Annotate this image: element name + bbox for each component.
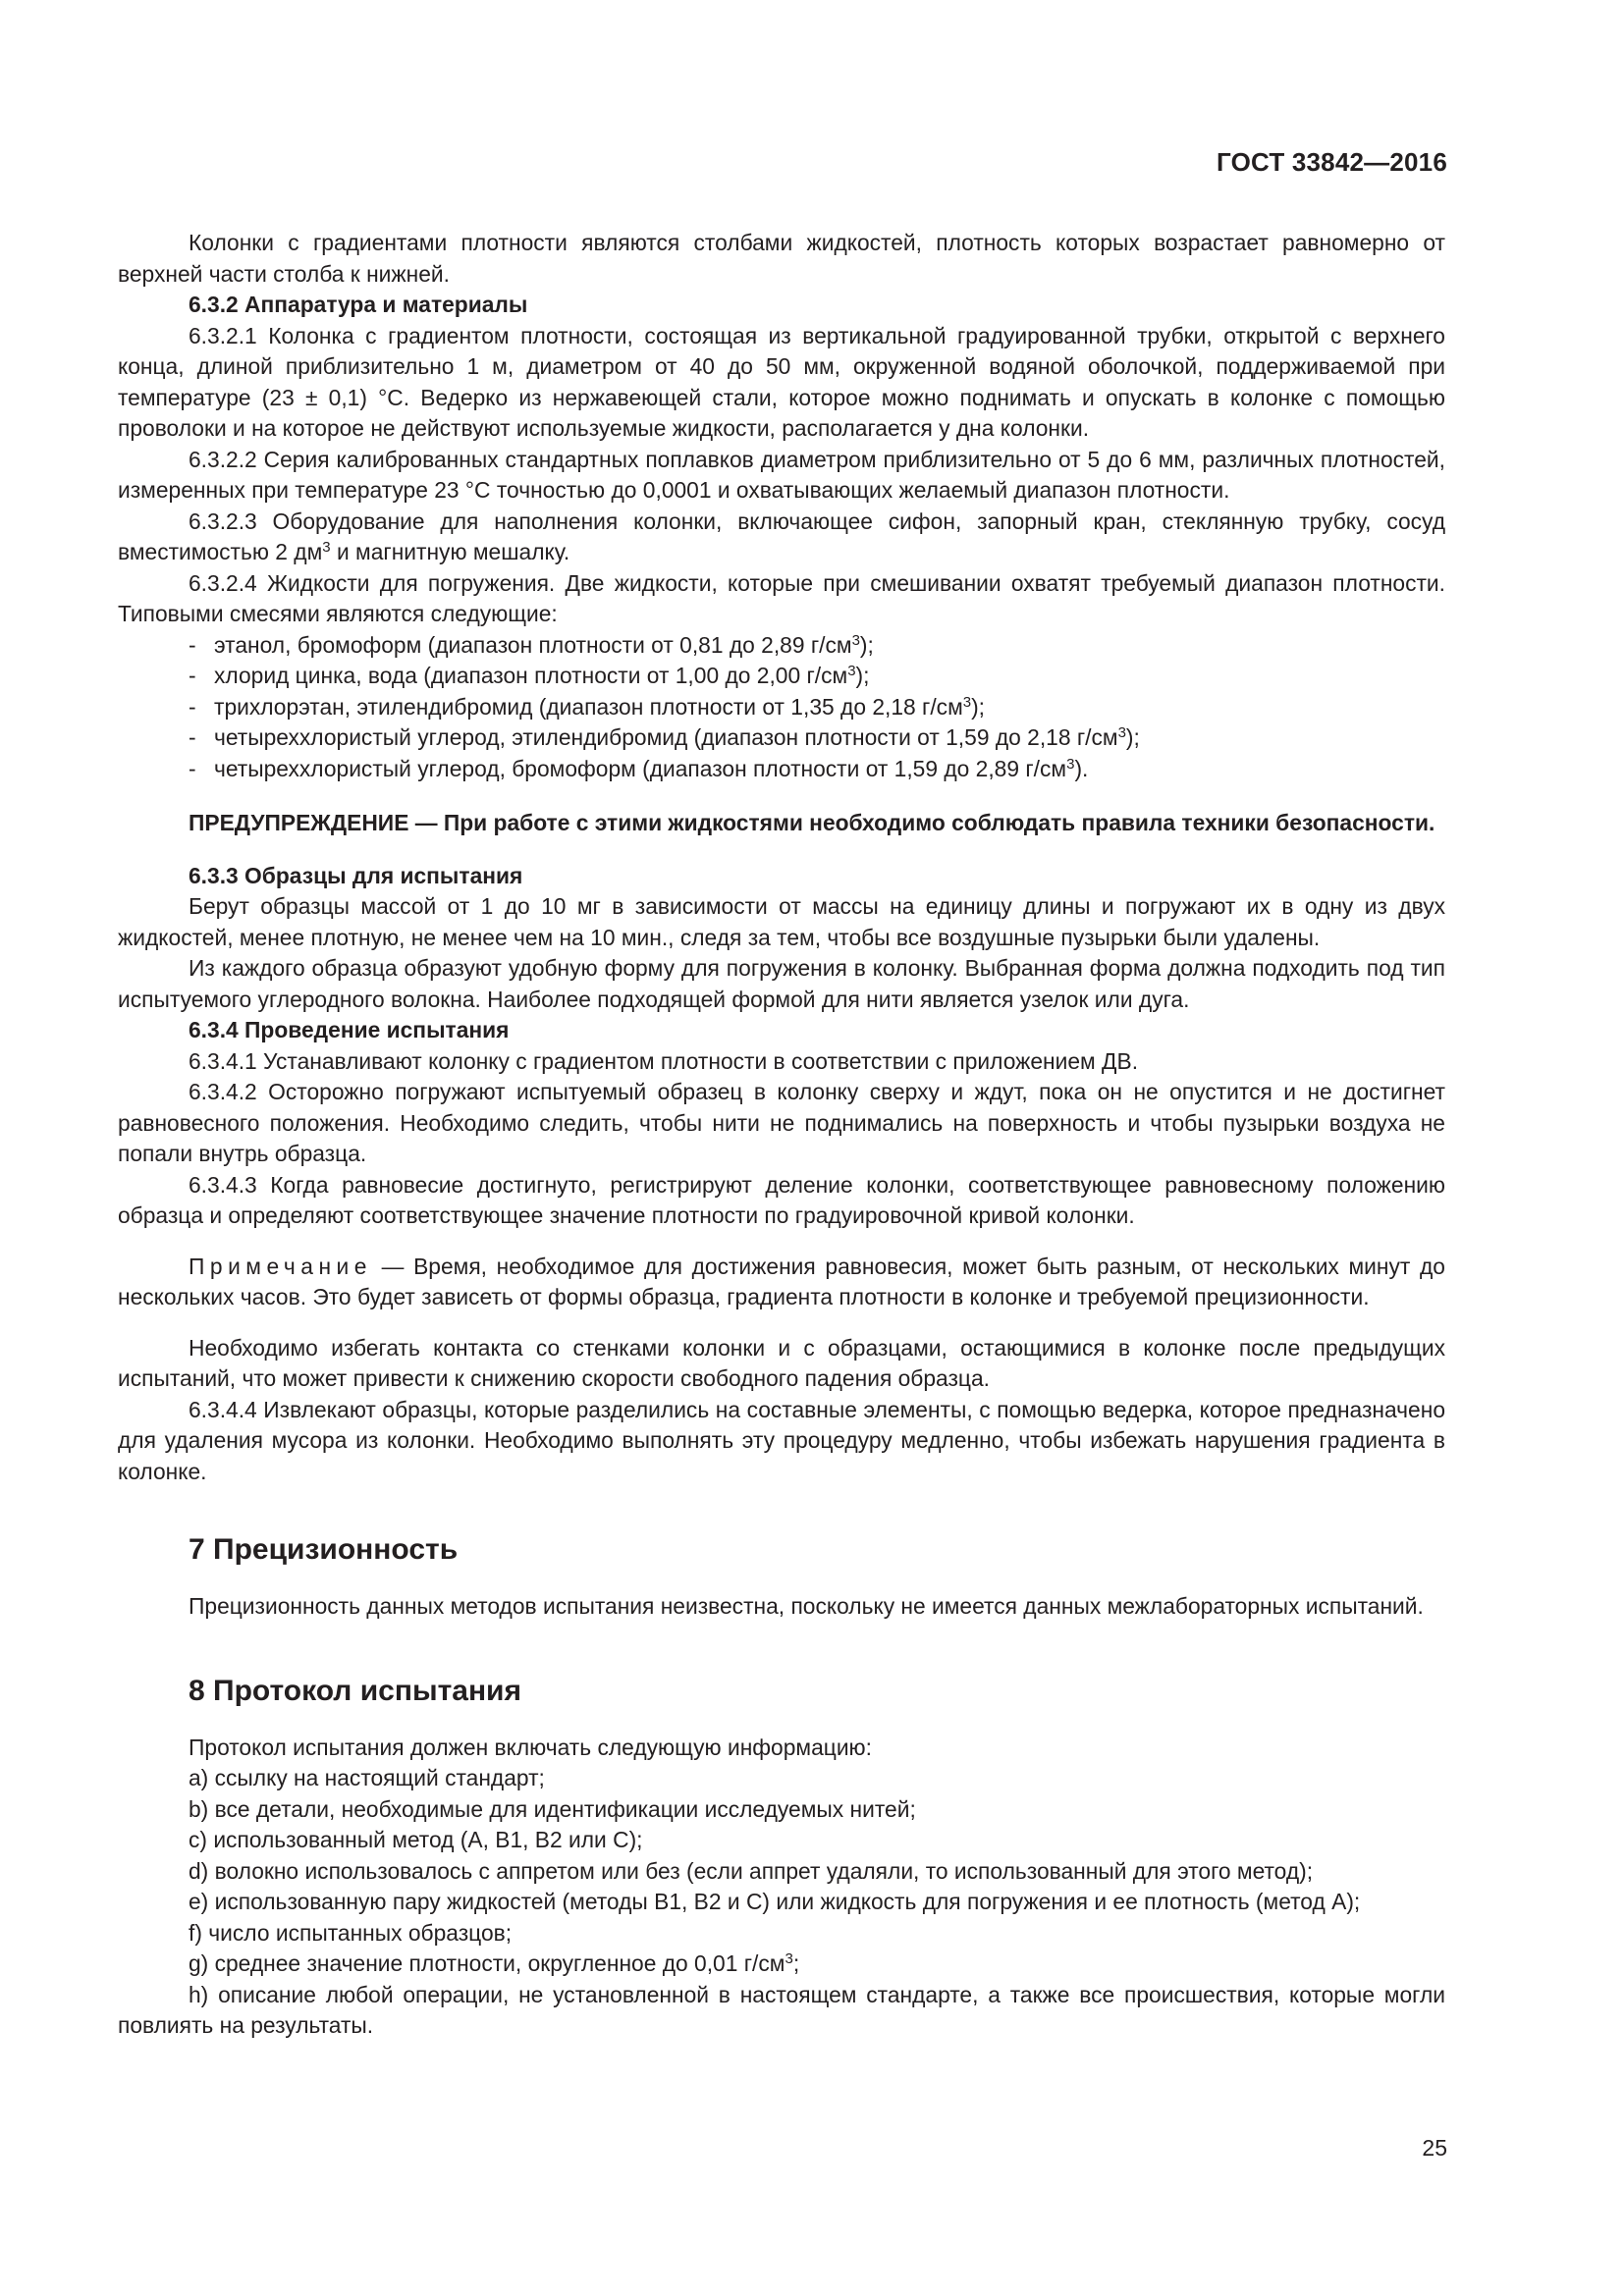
paragraph-6-3-3-b: Из каждого образца образуют удобную форму для погружения в колонку. Выбранная форма должна подходить под тип испытуемого углеродного волокна. Наиболее подходящей формой для нити является узелок или дуга. <box>118 955 1445 1012</box>
list-item-text: трихлорэтан, этилендибромид (диапазон плотности от 1,35 до 2,18 г/см <box>214 693 963 720</box>
precision-paragraph: Прецизионность данных методов испытания неизвестна, поскольку не имеется данных межлабораторных испытаний. <box>189 1593 1424 1619</box>
list-dash: - <box>189 663 196 688</box>
paragraph-6-3-4-2: 6.3.4.2 Осторожно погружают испытуемый образец в колонку сверху и ждут, пока он не опустится и не достигнет равновесного положения. Необходимо следить, чтобы нити не поднимались на поверхность и чтобы пузырьки воздуха не попали внутрь образца. <box>118 1079 1445 1166</box>
list-item-end: ); <box>1125 724 1140 750</box>
list-item-superscript: 3 <box>851 631 860 649</box>
paragraph-6-3-4-4: 6.3.4.4 Извлекают образцы, которые разделились на составные элементы, с помощью ведерка, которое предназначено для удаления мусора из колонки. Необходимо выполнять эту процедуру медленно, чтобы избежать нарушения градиента в колонке. <box>118 1396 1445 1484</box>
protocol-item: c) использованный метод (А, В1, В2 или С); <box>189 1827 643 1852</box>
section-6-3-2-heading: 6.3.2 Аппаратура и материалы <box>189 292 528 317</box>
protocol-item-g <box>118 1949 1445 1980</box>
p6323-superscript: 3 <box>322 539 331 556</box>
list-dash: - <box>189 755 196 781</box>
protocol-intro: Протокол испытания должен включать следующую информацию: <box>189 1734 872 1760</box>
note-paragraph <box>118 1252 1445 1313</box>
protocol-item: f) число испытанных образцов; <box>189 1919 513 1946</box>
list-item-text: этанол, бромоформ (диапазон плотности от 0,81 до 2,89 г/см <box>214 631 852 658</box>
list-item-end: ); <box>855 663 870 688</box>
list-item-end: ); <box>859 631 874 658</box>
paragraph-6-3-4-1: 6.3.4.1 Устанавливают колонку с градиентом плотности в соответствии с приложением ДВ. <box>189 1047 1139 1074</box>
section-7-heading: 7 Прецизионность <box>189 1533 459 1566</box>
paragraph-6-3-2-4: 6.3.2.4 Жидкости для погружения. Две жидкости, которые при смешивании охватят требуемый диапазон плотности. Типовыми смесями являются следующие: <box>118 569 1445 626</box>
list-item-superscript: 3 <box>962 693 972 711</box>
page-content <box>118 228 1445 2042</box>
paragraph-6-3-2-3 <box>118 507 1445 568</box>
section-6-3-4-heading: 6.3.4 Проведение испытания <box>189 1017 510 1042</box>
list-item-end: ); <box>971 693 986 720</box>
item-g-end: ; <box>792 1950 800 1976</box>
safety-warning: ПРЕДУПРЕЖДЕНИЕ — При работе с этими жидкостями необходимо соблюдать правила техники безопасности. <box>189 810 1435 835</box>
protocol-item-h: h) описание любой операции, не установленной в настоящем стандарте, а также все происшествия, которые могли повлиять на результаты. <box>118 1981 1445 2038</box>
list-item-superscript: 3 <box>847 663 856 679</box>
list-dash: - <box>189 724 196 750</box>
list-dash: - <box>189 693 196 720</box>
list-item-text: четыреххлористый углерод, этилендибромид (диапазон плотности от 1,59 до 2,18 г/см <box>214 724 1118 750</box>
protocol-item: a) ссылку на настоящий стандарт; <box>189 1765 545 1790</box>
p6323-text-end: и магнитную мешалку. <box>330 539 570 564</box>
list-item-text: хлорид цинка, вода (диапазон плотности от 1,00 до 2,00 г/см <box>214 663 848 688</box>
list-item-text: четыреххлористый углерод, бромоформ (диапазон плотности от 1,59 до 2,89 г/см <box>214 755 1067 781</box>
p6323-text: 6.3.2.3 Оборудование для наполнения колонки, включающее сифон, запорный кран, стеклянную трубку, сосуд вместимостью 2 дм <box>118 507 1445 564</box>
document-code: ГОСТ 33842—2016 <box>1217 147 1447 177</box>
liquid-list <box>118 630 1445 785</box>
protocol-item: d) волокно использовалось с аппретом или без (если аппрет удаляли, то использованный для этого метод); <box>189 1857 1314 1884</box>
item-g-text: g) среднее значение плотности, округленное до 0,01 г/см <box>189 1950 785 1976</box>
protocol-item: e) использованную пару жидкостей (методы В1, В2 и С) или жидкость для погружения и ее плотность (метод А); <box>189 1889 1361 1914</box>
section-6-3-3-heading: 6.3.3 Образцы для испытания <box>189 862 523 888</box>
paragraph-6-3-4-3: 6.3.4.3 Когда равновесие достигнуто, регистрируют деление колонки, соответствующее равновесному положению образца и определяют соответствующее значение плотности по градуировочной кривой колонки. <box>118 1171 1445 1228</box>
section-8-heading: 8 Протокол испытания <box>189 1674 522 1707</box>
note-label: Примечание <box>189 1253 372 1279</box>
intro-paragraph: Колонки с градиентами плотности являются столбами жидкостей, плотность которых возрастает равномерно от верхней части столба к нижней. <box>118 230 1445 287</box>
paragraph-6-3-3-a: Берут образцы массой от 1 до 10 мг в зависимости от массы на единицу длины и погружают их в одну из двух жидкостей, менее плотную, не менее чем на 10 мин., следя за тем, чтобы все воздушные пузырьки были удалены. <box>118 893 1445 950</box>
list-item <box>189 692 1445 723</box>
list-item-superscript: 3 <box>1117 724 1126 741</box>
paragraph-6-3-2-2: 6.3.2.2 Серия калиброванных стандартных поплавков диаметром приблизительно от 5 до 6 мм, различных плотностей, измеренных при температуре 23 °С точностью до 0,0001 и охватывающих желаемый диапазон плотности. <box>118 446 1445 503</box>
list-item-superscript: 3 <box>1066 755 1075 773</box>
list-item-end: ). <box>1074 755 1089 781</box>
paragraph-6-3-2-1: 6.3.2.1 Колонка с градиентом плотности, состоящая из вертикальной градуированной трубки, открытой с верхнего конца, длиной приблизительно 1 м, диаметром от 40 до 50 мм, окруженной водяной оболочкой, поддерживаемой при температуре (23 ± 0,1) °С. Ведерко из нержавеющей стали, которое можно поднимать и опускать в колонке с помощью проволоки и на которое не действуют используемые жидкости, располагается у дна колонки. <box>118 322 1445 441</box>
page-number: 25 <box>1422 2135 1447 2161</box>
list-item <box>189 661 1445 692</box>
list-item <box>189 630 1445 662</box>
avoid-contact-paragraph: Необходимо избегать контакта со стенками колонки и с образцами, остающимися в колонке после предыдущих испытаний, что может привести к снижению скорости свободного падения образца. <box>118 1334 1445 1391</box>
item-g-superscript: 3 <box>785 1950 793 1967</box>
list-item <box>189 722 1445 754</box>
protocol-item: b) все детали, необходимые для идентификации исследуемых нитей; <box>189 1795 916 1822</box>
list-item <box>189 754 1445 785</box>
list-dash: - <box>189 631 196 658</box>
note-text: — Время, необходимое для достижения равновесия, может быть разным, от нескольких минут до нескольких часов. Это будет зависеть от формы образца, градиента плотности в колонке и требуемой прецизионности. <box>118 1253 1445 1309</box>
